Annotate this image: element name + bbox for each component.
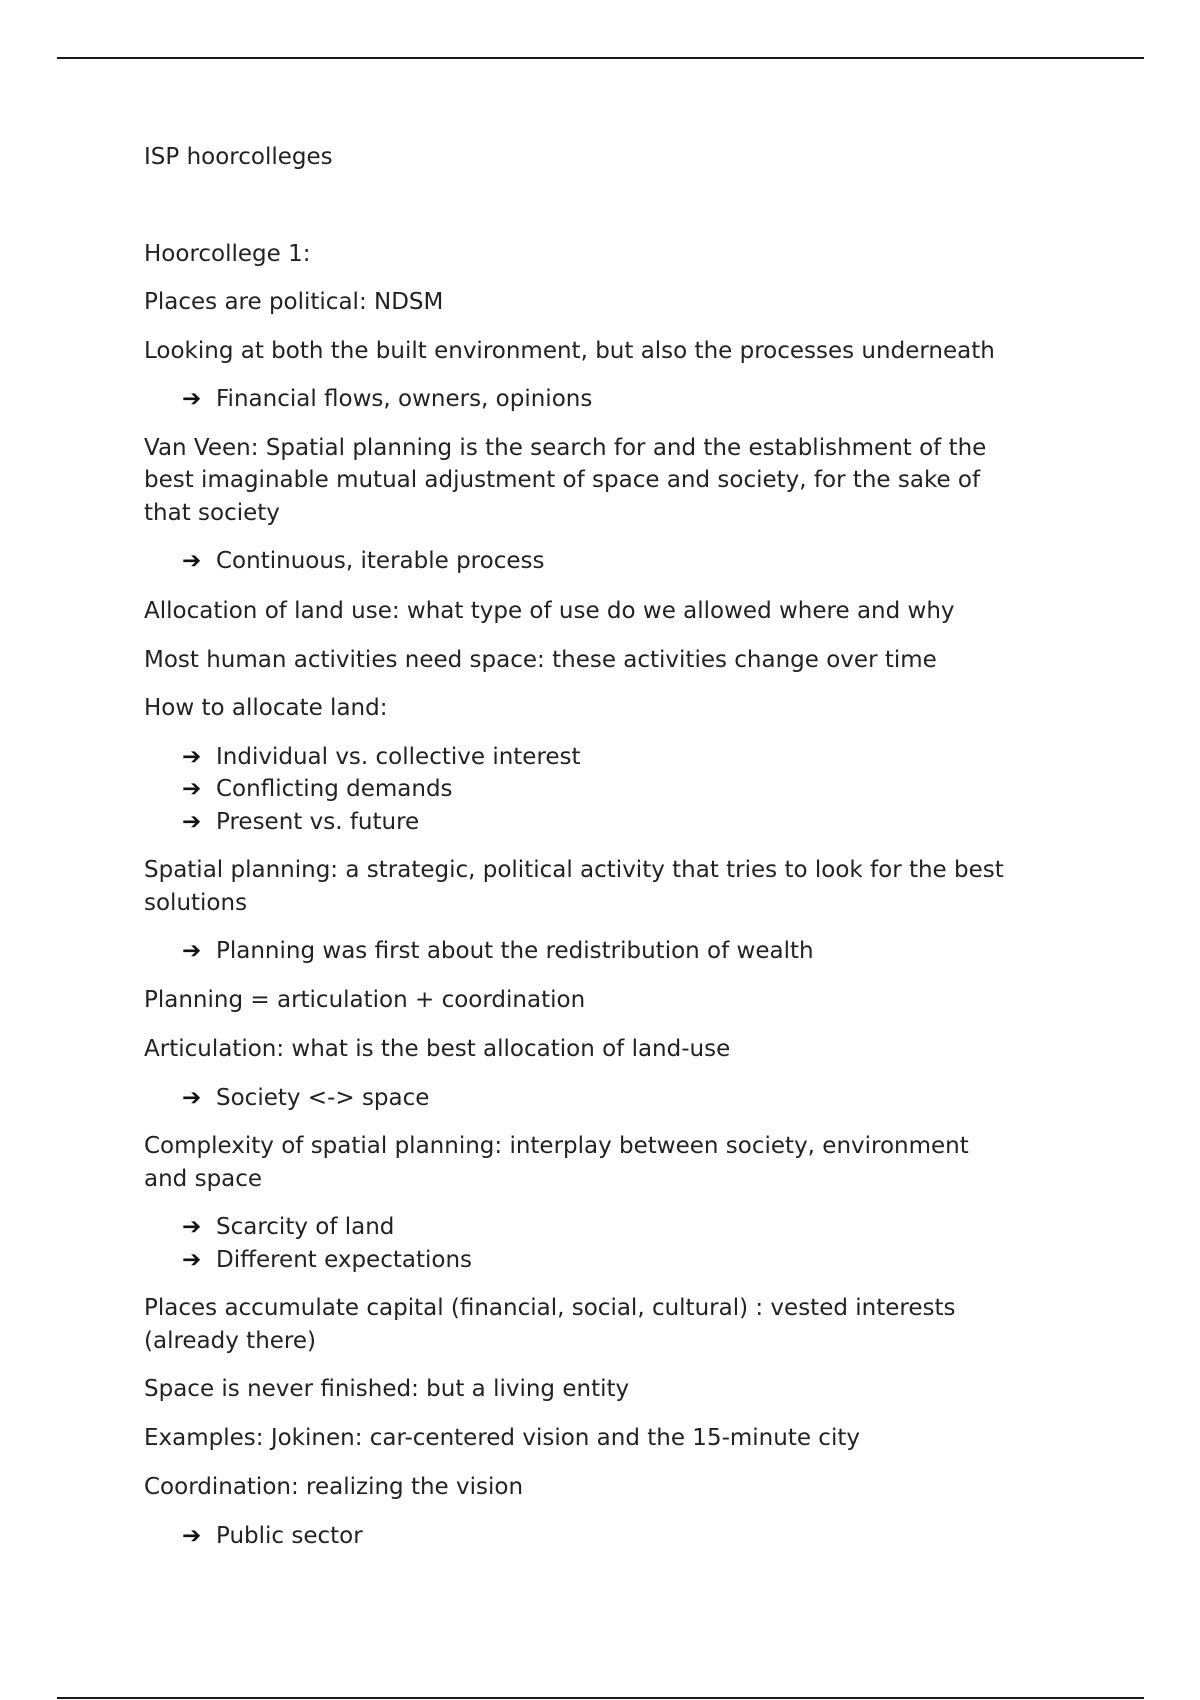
arrow-right-icon: ➔	[182, 809, 202, 835]
paragraph-line: solutions	[144, 890, 248, 916]
header-rule	[57, 57, 1144, 59]
paragraph: Places are political: NDSM	[144, 289, 444, 315]
arrow-list-item	[182, 545, 544, 578]
list-item-text: Public sector	[216, 1523, 363, 1549]
paragraph-line: that society	[144, 500, 280, 526]
paragraph: Planning = articulation + coordination	[144, 987, 586, 1013]
paragraph: Allocation of land use: what type of use do we allowed where and why	[144, 598, 955, 624]
paragraph-line: and space	[144, 1166, 263, 1192]
arrow-right-icon: ➔	[182, 1085, 202, 1111]
arrow-list-item	[182, 1520, 363, 1553]
arrow-list-item	[182, 806, 419, 839]
paragraph-line: Places accumulate capital (financial, social, cultural) : vested interests	[144, 1295, 956, 1321]
arrow-right-icon: ➔	[182, 548, 202, 574]
paragraph-line: Complexity of spatial planning: interplay between society, environment	[144, 1133, 969, 1159]
paragraph: Articulation: what is the best allocation of land-use	[144, 1036, 731, 1062]
arrow-list-item	[182, 1082, 429, 1115]
arrow-list-item	[182, 1244, 472, 1277]
paragraph: How to allocate land:	[144, 695, 388, 721]
paragraph: Examples: Jokinen: car-centered vision and the 15-minute city	[144, 1425, 860, 1451]
arrow-list-item	[182, 741, 581, 774]
list-item-text: Society <-> space	[216, 1085, 430, 1111]
list-item-text: Present vs. future	[216, 809, 420, 835]
arrow-right-icon: ➔	[182, 1214, 202, 1240]
list-item-text: Conflicting demands	[216, 776, 453, 802]
list-item-text: Financial flows, owners, opinions	[216, 386, 593, 412]
document-title: ISP hoorcolleges	[144, 144, 333, 170]
list-item-text: Scarcity of land	[216, 1214, 395, 1240]
paragraph: Most human activities need space: these activities change over time	[144, 647, 937, 673]
arrow-right-icon: ➔	[182, 938, 202, 964]
arrow-right-icon: ➔	[182, 776, 202, 802]
arrow-list-item	[182, 935, 814, 968]
paragraph-line: best imaginable mutual adjustment of space and society, for the sake of	[144, 467, 981, 493]
list-item-text: Different expectations	[216, 1247, 473, 1273]
paragraph: Coordination: realizing the vision	[144, 1474, 524, 1500]
paragraph: Space is never finished: but a living entity	[144, 1376, 630, 1402]
arrow-right-icon: ➔	[182, 1523, 202, 1549]
arrow-right-icon: ➔	[182, 386, 202, 412]
list-item-text: Planning was first about the redistribution of wealth	[216, 938, 814, 964]
arrow-right-icon: ➔	[182, 1247, 202, 1273]
paragraph-line: Spatial planning: a strategic, political activity that tries to look for the best	[144, 857, 1004, 883]
footer-rule	[57, 1697, 1144, 1699]
arrow-list-item	[182, 1211, 394, 1244]
paragraph-line: Van Veen: Spatial planning is the search for and the establishment of the	[144, 435, 987, 461]
arrow-right-icon: ➔	[182, 744, 202, 770]
paragraph: Looking at both the built environment, but also the processes underneath	[144, 338, 995, 364]
list-item-text: Individual vs. collective interest	[216, 744, 581, 770]
section-heading: Hoorcollege 1:	[144, 241, 311, 267]
list-item-text: Continuous, iterable process	[216, 548, 545, 574]
arrow-list-item	[182, 383, 592, 416]
arrow-list-item	[182, 773, 453, 806]
paragraph-line: (already there)	[144, 1328, 316, 1354]
